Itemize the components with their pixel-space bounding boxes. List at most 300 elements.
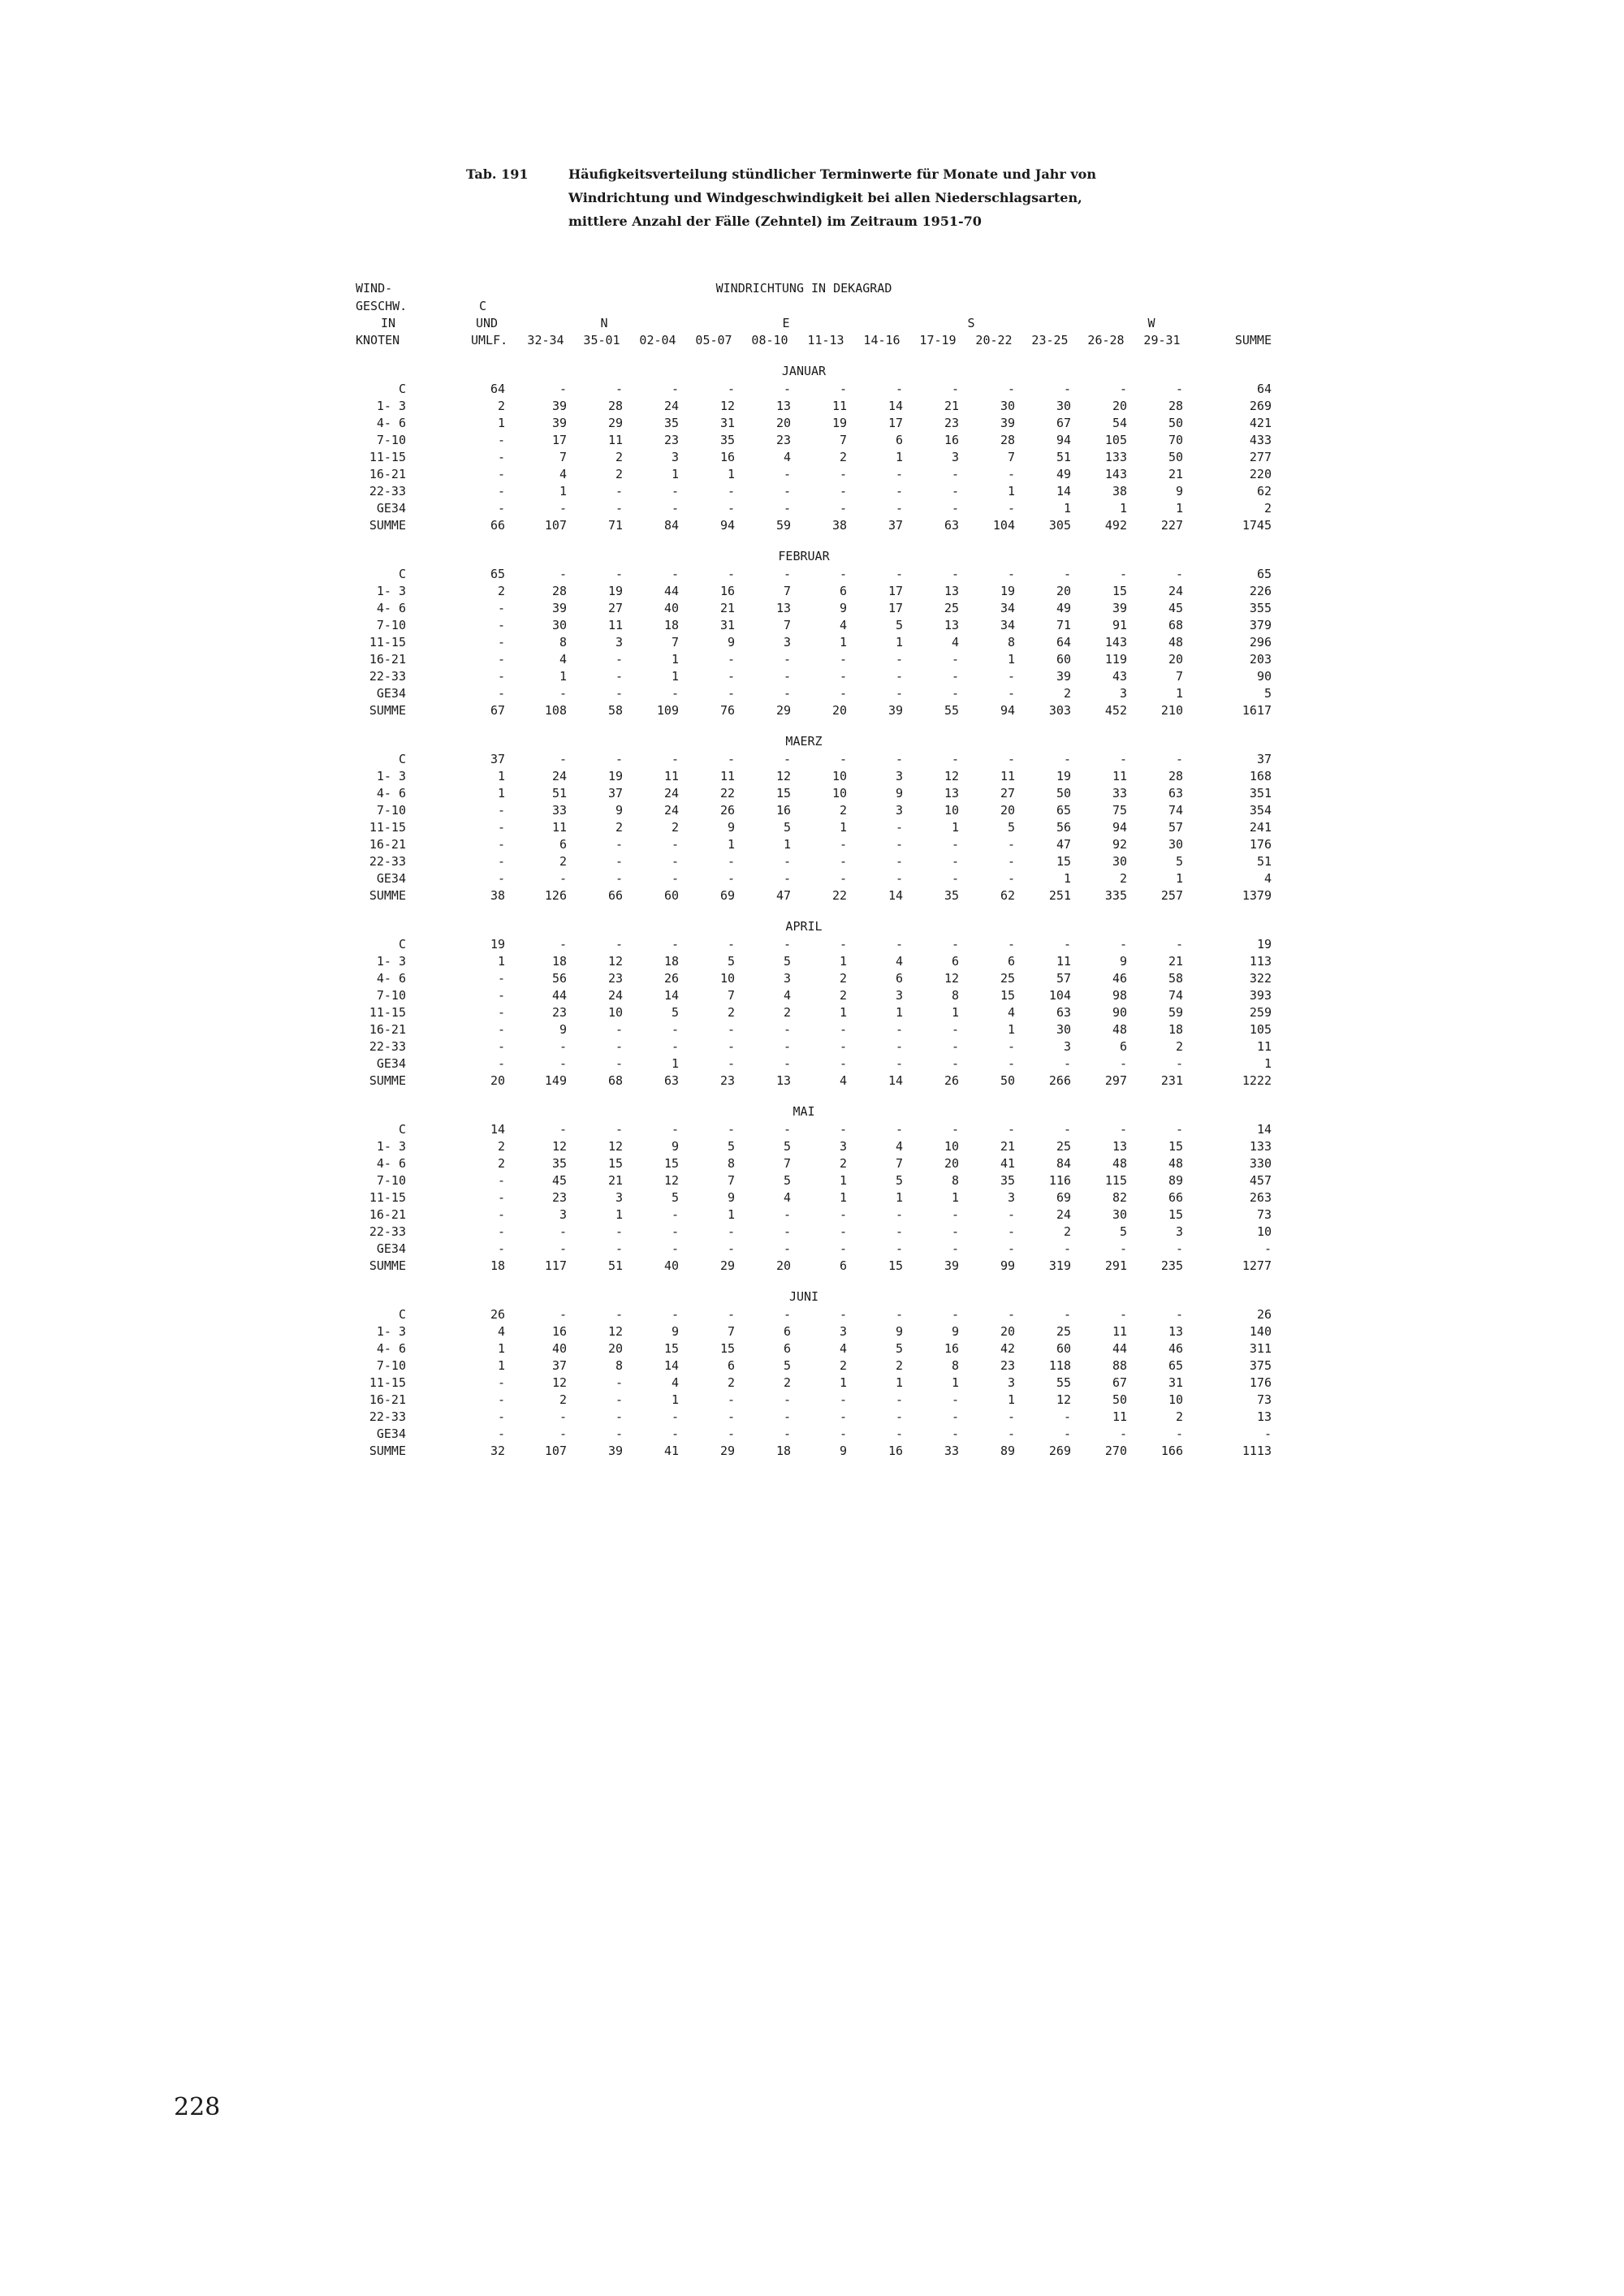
table-cell: 305 bbox=[1048, 518, 1071, 533]
table-cell: - bbox=[497, 484, 505, 498]
table-cell: - bbox=[559, 1056, 567, 1071]
table-cell: 19 bbox=[1056, 769, 1071, 783]
table-cell: - bbox=[783, 854, 791, 869]
table-cell: 8 bbox=[559, 635, 567, 650]
table-cell: 176 bbox=[1249, 837, 1272, 852]
row-label: 1- 3 bbox=[376, 954, 406, 969]
table-cell: 104 bbox=[992, 518, 1015, 533]
table-cell: 20 bbox=[1000, 1324, 1015, 1339]
table-cell: - bbox=[727, 752, 735, 766]
row-label: SUMME bbox=[369, 888, 406, 903]
table-cell: 1 bbox=[895, 450, 903, 464]
table-cell: 89 bbox=[1168, 1173, 1183, 1188]
table-cell: - bbox=[1063, 1122, 1071, 1137]
table-cell: 330 bbox=[1249, 1156, 1272, 1171]
table-cell: - bbox=[951, 501, 959, 516]
col-header-17-19: 17-19 bbox=[919, 333, 957, 347]
table-cell: 1 bbox=[497, 786, 505, 801]
table-cell: - bbox=[951, 484, 959, 498]
table-cell: 15 bbox=[888, 1258, 903, 1273]
table-cell: - bbox=[497, 1039, 505, 1054]
table-cell: - bbox=[895, 484, 903, 498]
table-cell: 14 bbox=[1056, 484, 1071, 498]
table-cell: 1 bbox=[671, 467, 679, 481]
table-cell: - bbox=[559, 382, 567, 396]
table-cell: 1 bbox=[671, 1392, 679, 1407]
table-cell: - bbox=[839, 669, 847, 684]
row-label: GE34 bbox=[376, 1426, 406, 1441]
table-cell: - bbox=[895, 669, 903, 684]
table-cell: 49 bbox=[1056, 467, 1071, 481]
table-cell: 10 bbox=[719, 971, 735, 986]
table-cell: 23 bbox=[719, 1073, 735, 1088]
table-cell: - bbox=[727, 1426, 735, 1441]
table-cell: 71 bbox=[1056, 618, 1071, 632]
table-cell: 15 bbox=[719, 1341, 735, 1356]
table-cell: - bbox=[895, 1307, 903, 1322]
table-cell: - bbox=[1263, 1241, 1272, 1256]
table-cell: 35 bbox=[944, 888, 959, 903]
row-label: 7-10 bbox=[376, 618, 406, 632]
table-cell: - bbox=[1007, 871, 1015, 886]
table-cell: 24 bbox=[551, 769, 567, 783]
table-cell: 104 bbox=[1048, 988, 1071, 1003]
table-cell: 7 bbox=[727, 1173, 735, 1188]
table-cell: 149 bbox=[544, 1073, 567, 1088]
table-cell: 16 bbox=[944, 1341, 959, 1356]
table-cell: 66 bbox=[607, 888, 623, 903]
col-header-08-10: 08-10 bbox=[751, 333, 788, 347]
table-cell: - bbox=[839, 686, 847, 701]
table-cell: 24 bbox=[663, 803, 679, 818]
table-cell: 51 bbox=[1056, 450, 1071, 464]
table-cell: 26 bbox=[1256, 1307, 1272, 1322]
table-cell: - bbox=[497, 971, 505, 986]
table-cell: 14 bbox=[663, 1358, 679, 1373]
table-cell: 29 bbox=[719, 1444, 735, 1458]
month-title: JANUAR bbox=[781, 364, 827, 378]
table-cell: - bbox=[783, 1409, 791, 1424]
table-cell: 46 bbox=[1168, 1341, 1183, 1356]
table-cell: 4 bbox=[839, 618, 847, 632]
table-cell: 5 bbox=[1007, 820, 1015, 835]
table-cell: 168 bbox=[1249, 769, 1272, 783]
table-row bbox=[0, 1156, 1624, 1173]
table-cell: 37 bbox=[490, 752, 505, 766]
table-cell: 51 bbox=[607, 1258, 623, 1273]
table-cell: 1 bbox=[951, 1005, 959, 1020]
table-cell: - bbox=[497, 803, 505, 818]
table-cell: 20 bbox=[775, 416, 791, 430]
table-cell: - bbox=[497, 467, 505, 481]
table-cell: 9 bbox=[839, 1444, 847, 1458]
table-cell: 1 bbox=[1063, 871, 1071, 886]
table-cell: 166 bbox=[1160, 1444, 1183, 1458]
table-cell: - bbox=[671, 1022, 679, 1037]
table-cell: - bbox=[1007, 854, 1015, 869]
table-cell: - bbox=[559, 1241, 567, 1256]
table-cell: 5 bbox=[783, 820, 791, 835]
table-cell: 3 bbox=[1007, 1190, 1015, 1205]
table-cell: - bbox=[1063, 1409, 1071, 1424]
table-cell: - bbox=[559, 501, 567, 516]
table-row bbox=[0, 871, 1624, 888]
table-cell: 1 bbox=[951, 820, 959, 835]
table-cell: 3 bbox=[671, 450, 679, 464]
table-cell: 11 bbox=[551, 820, 567, 835]
table-cell: 55 bbox=[944, 703, 959, 718]
table-cell: - bbox=[951, 1039, 959, 1054]
table-cell: 25 bbox=[1000, 971, 1015, 986]
table-cell: 48 bbox=[1168, 635, 1183, 650]
table-cell: - bbox=[1007, 1241, 1015, 1256]
table-cell: 20 bbox=[831, 703, 847, 718]
table-cell: 6 bbox=[783, 1341, 791, 1356]
table-row bbox=[0, 467, 1624, 484]
table-cell: 25 bbox=[1056, 1139, 1071, 1154]
table-cell: 70 bbox=[1168, 433, 1183, 447]
table-cell: 5 bbox=[783, 1358, 791, 1373]
table-cell: - bbox=[1119, 382, 1127, 396]
table-cell: 59 bbox=[775, 518, 791, 533]
table-cell: - bbox=[895, 854, 903, 869]
col-header-summe: SUMME bbox=[1234, 333, 1272, 347]
table-cell: 9 bbox=[895, 786, 903, 801]
table-cell: 4 bbox=[783, 1190, 791, 1205]
month-title: MAI bbox=[793, 1104, 815, 1119]
table-cell: 37 bbox=[607, 786, 623, 801]
table-cell: - bbox=[559, 752, 567, 766]
table-cell: 4 bbox=[951, 635, 959, 650]
table-cell: - bbox=[671, 937, 679, 952]
table-cell: - bbox=[671, 501, 679, 516]
table-cell: 66 bbox=[490, 518, 505, 533]
table-cell: - bbox=[615, 1224, 623, 1239]
table-cell: 69 bbox=[719, 888, 735, 903]
row-label: 11-15 bbox=[369, 1375, 406, 1390]
table-cell: 29 bbox=[719, 1258, 735, 1273]
table-cell: - bbox=[497, 1375, 505, 1390]
table-cell: 14 bbox=[490, 1122, 505, 1137]
row-label: 4- 6 bbox=[376, 601, 406, 615]
table-cell: 73 bbox=[1256, 1392, 1272, 1407]
table-cell: 108 bbox=[544, 703, 567, 718]
table-cell: 25 bbox=[1056, 1324, 1071, 1339]
table-cell: 12 bbox=[1056, 1392, 1071, 1407]
table-cell: 1 bbox=[839, 954, 847, 969]
table-cell: - bbox=[497, 433, 505, 447]
table-row bbox=[0, 1241, 1624, 1258]
table-cell: 56 bbox=[551, 971, 567, 986]
table-cell: 48 bbox=[1168, 1156, 1183, 1171]
table-cell: 12 bbox=[663, 1173, 679, 1188]
table-cell: 23 bbox=[663, 433, 679, 447]
table-cell: 7 bbox=[783, 618, 791, 632]
table-cell: 49 bbox=[1056, 601, 1071, 615]
table-cell: 17 bbox=[551, 433, 567, 447]
table-cell: - bbox=[727, 854, 735, 869]
table-cell: 119 bbox=[1104, 652, 1127, 667]
table-cell: 12 bbox=[607, 1324, 623, 1339]
table-cell: 12 bbox=[607, 954, 623, 969]
table-cell: - bbox=[727, 652, 735, 667]
table-cell: 2 bbox=[727, 1005, 735, 1020]
table-row bbox=[0, 1039, 1624, 1056]
table-cell: - bbox=[951, 1122, 959, 1137]
table-cell: 16 bbox=[775, 803, 791, 818]
table-cell: 16 bbox=[888, 1444, 903, 1458]
table-cell: - bbox=[783, 937, 791, 952]
table-cell: 28 bbox=[1000, 433, 1015, 447]
table-cell: 10 bbox=[1168, 1392, 1183, 1407]
table-cell: - bbox=[895, 1392, 903, 1407]
table-cell: 13 bbox=[775, 601, 791, 615]
table-cell: 18 bbox=[551, 954, 567, 969]
table-cell: 5 bbox=[895, 1173, 903, 1188]
table-cell: 1 bbox=[1007, 1022, 1015, 1037]
table-cell: - bbox=[671, 484, 679, 498]
table-cell: - bbox=[497, 652, 505, 667]
col-header-32-34: 32-34 bbox=[527, 333, 564, 347]
row-label: 1- 3 bbox=[376, 399, 406, 413]
row-label: C bbox=[398, 567, 406, 581]
table-cell: - bbox=[615, 1022, 623, 1037]
table-cell: - bbox=[671, 854, 679, 869]
row-label: 11-15 bbox=[369, 820, 406, 835]
table-cell: - bbox=[671, 1207, 679, 1222]
table-row bbox=[0, 433, 1624, 450]
table-cell: 5 bbox=[1119, 1224, 1127, 1239]
table-cell: 13 bbox=[775, 1073, 791, 1088]
table-cell: 31 bbox=[719, 416, 735, 430]
table-cell: 60 bbox=[1056, 652, 1071, 667]
table-cell: 1 bbox=[839, 635, 847, 650]
table-cell: 23 bbox=[551, 1190, 567, 1205]
table-cell: - bbox=[497, 450, 505, 464]
table-cell: - bbox=[839, 1409, 847, 1424]
table-cell: 1745 bbox=[1242, 518, 1272, 533]
table-cell: 21 bbox=[607, 1173, 623, 1188]
table-cell: 2 bbox=[497, 1139, 505, 1154]
table-cell: - bbox=[839, 501, 847, 516]
table-cell: 6 bbox=[895, 433, 903, 447]
table-cell: 94 bbox=[1000, 703, 1015, 718]
table-row bbox=[0, 567, 1624, 584]
table-cell: - bbox=[951, 567, 959, 581]
table-cell: 311 bbox=[1249, 1341, 1272, 1356]
table-cell: 9 bbox=[727, 635, 735, 650]
table-cell: 7 bbox=[783, 1156, 791, 1171]
table-cell: 51 bbox=[551, 786, 567, 801]
table-cell: 91 bbox=[1112, 618, 1127, 632]
table-row bbox=[0, 854, 1624, 871]
row-label: 4- 6 bbox=[376, 786, 406, 801]
table-cell: - bbox=[671, 567, 679, 581]
table-cell: - bbox=[727, 501, 735, 516]
table-cell: - bbox=[895, 686, 903, 701]
table-cell: - bbox=[727, 484, 735, 498]
table-row bbox=[0, 971, 1624, 988]
table-row bbox=[0, 1444, 1624, 1461]
table-cell: 9 bbox=[1175, 484, 1183, 498]
table-cell: - bbox=[895, 820, 903, 835]
table-cell: 20 bbox=[607, 1341, 623, 1356]
table-cell: - bbox=[783, 567, 791, 581]
table-row bbox=[0, 669, 1624, 686]
table-cell: - bbox=[1175, 567, 1183, 581]
table-cell: - bbox=[1007, 501, 1015, 516]
calm-header-line-1: C bbox=[479, 299, 487, 313]
row-label: 4- 6 bbox=[376, 971, 406, 986]
table-cell: 42 bbox=[1000, 1341, 1015, 1356]
table-cell: 2 bbox=[1263, 501, 1272, 516]
table-cell: 105 bbox=[1249, 1022, 1272, 1037]
table-cell: 10 bbox=[1256, 1224, 1272, 1239]
table-cell: 5 bbox=[1175, 854, 1183, 869]
table-cell: - bbox=[559, 871, 567, 886]
table-cell: 117 bbox=[544, 1258, 567, 1273]
table-cell: - bbox=[839, 1241, 847, 1256]
table-cell: 109 bbox=[656, 703, 679, 718]
table-cell: 41 bbox=[1000, 1156, 1015, 1171]
table-cell: - bbox=[497, 1392, 505, 1407]
row-label: GE34 bbox=[376, 686, 406, 701]
table-cell: 11 bbox=[1256, 1039, 1272, 1054]
table-cell: 33 bbox=[1112, 786, 1127, 801]
table-cell: 9 bbox=[1119, 954, 1127, 969]
table-cell: 126 bbox=[544, 888, 567, 903]
table-cell: 94 bbox=[1056, 433, 1071, 447]
table-cell: 40 bbox=[551, 1341, 567, 1356]
table-cell: 15 bbox=[1000, 988, 1015, 1003]
table-cell: 27 bbox=[1000, 786, 1015, 801]
table-cell: 2 bbox=[895, 1358, 903, 1373]
table-cell: 9 bbox=[727, 820, 735, 835]
table-cell: 1 bbox=[839, 1005, 847, 1020]
table-row bbox=[0, 752, 1624, 769]
table-cell: 18 bbox=[663, 954, 679, 969]
row-label: 1- 3 bbox=[376, 769, 406, 783]
table-row bbox=[0, 1139, 1624, 1156]
table-cell: 133 bbox=[1249, 1139, 1272, 1154]
table-cell: 296 bbox=[1249, 635, 1272, 650]
table-row bbox=[0, 686, 1624, 703]
table-cell: 1 bbox=[1175, 686, 1183, 701]
table-cell: 7 bbox=[727, 988, 735, 1003]
table-cell: 7 bbox=[671, 635, 679, 650]
table-cell: 3 bbox=[559, 1207, 567, 1222]
table-cell: 20 bbox=[1056, 584, 1071, 598]
table-cell: - bbox=[839, 467, 847, 481]
table-cell: - bbox=[1007, 837, 1015, 852]
table-cell: 94 bbox=[1112, 820, 1127, 835]
table-cell: 18 bbox=[775, 1444, 791, 1458]
month-block bbox=[0, 1098, 1624, 1283]
table-cell: - bbox=[615, 501, 623, 516]
col-header-35-01: 35-01 bbox=[583, 333, 620, 347]
table-cell: 1 bbox=[1063, 501, 1071, 516]
table-cell: - bbox=[615, 669, 623, 684]
table-cell: 30 bbox=[1112, 1207, 1127, 1222]
row-label: 16-21 bbox=[369, 1022, 406, 1037]
table-cell: 23 bbox=[1000, 1358, 1015, 1373]
table-cell: 4 bbox=[839, 1341, 847, 1356]
table-cell: 62 bbox=[1256, 484, 1272, 498]
table-cell: 2 bbox=[839, 1156, 847, 1171]
table-cell: 18 bbox=[663, 618, 679, 632]
table-cell: 50 bbox=[1000, 1073, 1015, 1088]
table-cell: - bbox=[1063, 567, 1071, 581]
table-cell: 2 bbox=[727, 1375, 735, 1390]
table-cell: 63 bbox=[1056, 1005, 1071, 1020]
table-cell: 9 bbox=[727, 1190, 735, 1205]
table-cell: 1 bbox=[497, 769, 505, 783]
table-cell: 1 bbox=[559, 484, 567, 498]
table-cell: - bbox=[951, 1409, 959, 1424]
table-cell: 59 bbox=[1168, 1005, 1183, 1020]
table-cell: 67 bbox=[1112, 1375, 1127, 1390]
table-cell: 1 bbox=[895, 1190, 903, 1205]
compass-s: S bbox=[967, 316, 975, 330]
table-cell: 44 bbox=[663, 584, 679, 598]
table-cell: 251 bbox=[1048, 888, 1071, 903]
table-cell: 92 bbox=[1112, 837, 1127, 852]
table-cell: - bbox=[1063, 382, 1071, 396]
table-row bbox=[0, 769, 1624, 786]
table-cell: 39 bbox=[1112, 601, 1127, 615]
table-cell: 23 bbox=[944, 416, 959, 430]
table-cell: 64 bbox=[1056, 635, 1071, 650]
table-cell: - bbox=[671, 871, 679, 886]
table-cell: 1 bbox=[895, 1375, 903, 1390]
table-cell: - bbox=[615, 1039, 623, 1054]
table-cell: - bbox=[497, 820, 505, 835]
table-cell: - bbox=[615, 1375, 623, 1390]
table-cell: 140 bbox=[1249, 1324, 1272, 1339]
table-cell: 26 bbox=[490, 1307, 505, 1322]
table-cell: - bbox=[1007, 1122, 1015, 1137]
table-cell: - bbox=[1063, 937, 1071, 952]
table-cell: 21 bbox=[1168, 954, 1183, 969]
table-cell: - bbox=[1007, 1039, 1015, 1054]
table-cell: 2 bbox=[615, 820, 623, 835]
table-cell: - bbox=[951, 871, 959, 886]
table-cell: - bbox=[839, 854, 847, 869]
table-cell: 20 bbox=[1000, 803, 1015, 818]
stub-header-line-3: IN bbox=[380, 316, 396, 330]
table-row bbox=[0, 450, 1624, 467]
caption-line-3: mittlere Anzahl der Fälle (Zehntel) im Zeitraum 1951-70 bbox=[568, 214, 982, 229]
table-cell: 226 bbox=[1249, 584, 1272, 598]
table-row bbox=[0, 803, 1624, 820]
table-cell: 38 bbox=[490, 888, 505, 903]
table-cell: 90 bbox=[1112, 1005, 1127, 1020]
table-cell: 351 bbox=[1249, 786, 1272, 801]
table-cell: 2 bbox=[559, 1392, 567, 1407]
table-cell: 3 bbox=[783, 635, 791, 650]
compass-w: W bbox=[1147, 316, 1155, 330]
table-cell: 54 bbox=[1112, 416, 1127, 430]
table-cell: 7 bbox=[895, 1156, 903, 1171]
row-label: 11-15 bbox=[369, 635, 406, 650]
table-cell: - bbox=[783, 501, 791, 516]
table-cell: 12 bbox=[719, 399, 735, 413]
table-cell: 9 bbox=[951, 1324, 959, 1339]
table-cell: 15 bbox=[775, 786, 791, 801]
table-cell: 7 bbox=[839, 433, 847, 447]
table-cell: 7 bbox=[727, 1324, 735, 1339]
table-cell: 4 bbox=[895, 1139, 903, 1154]
